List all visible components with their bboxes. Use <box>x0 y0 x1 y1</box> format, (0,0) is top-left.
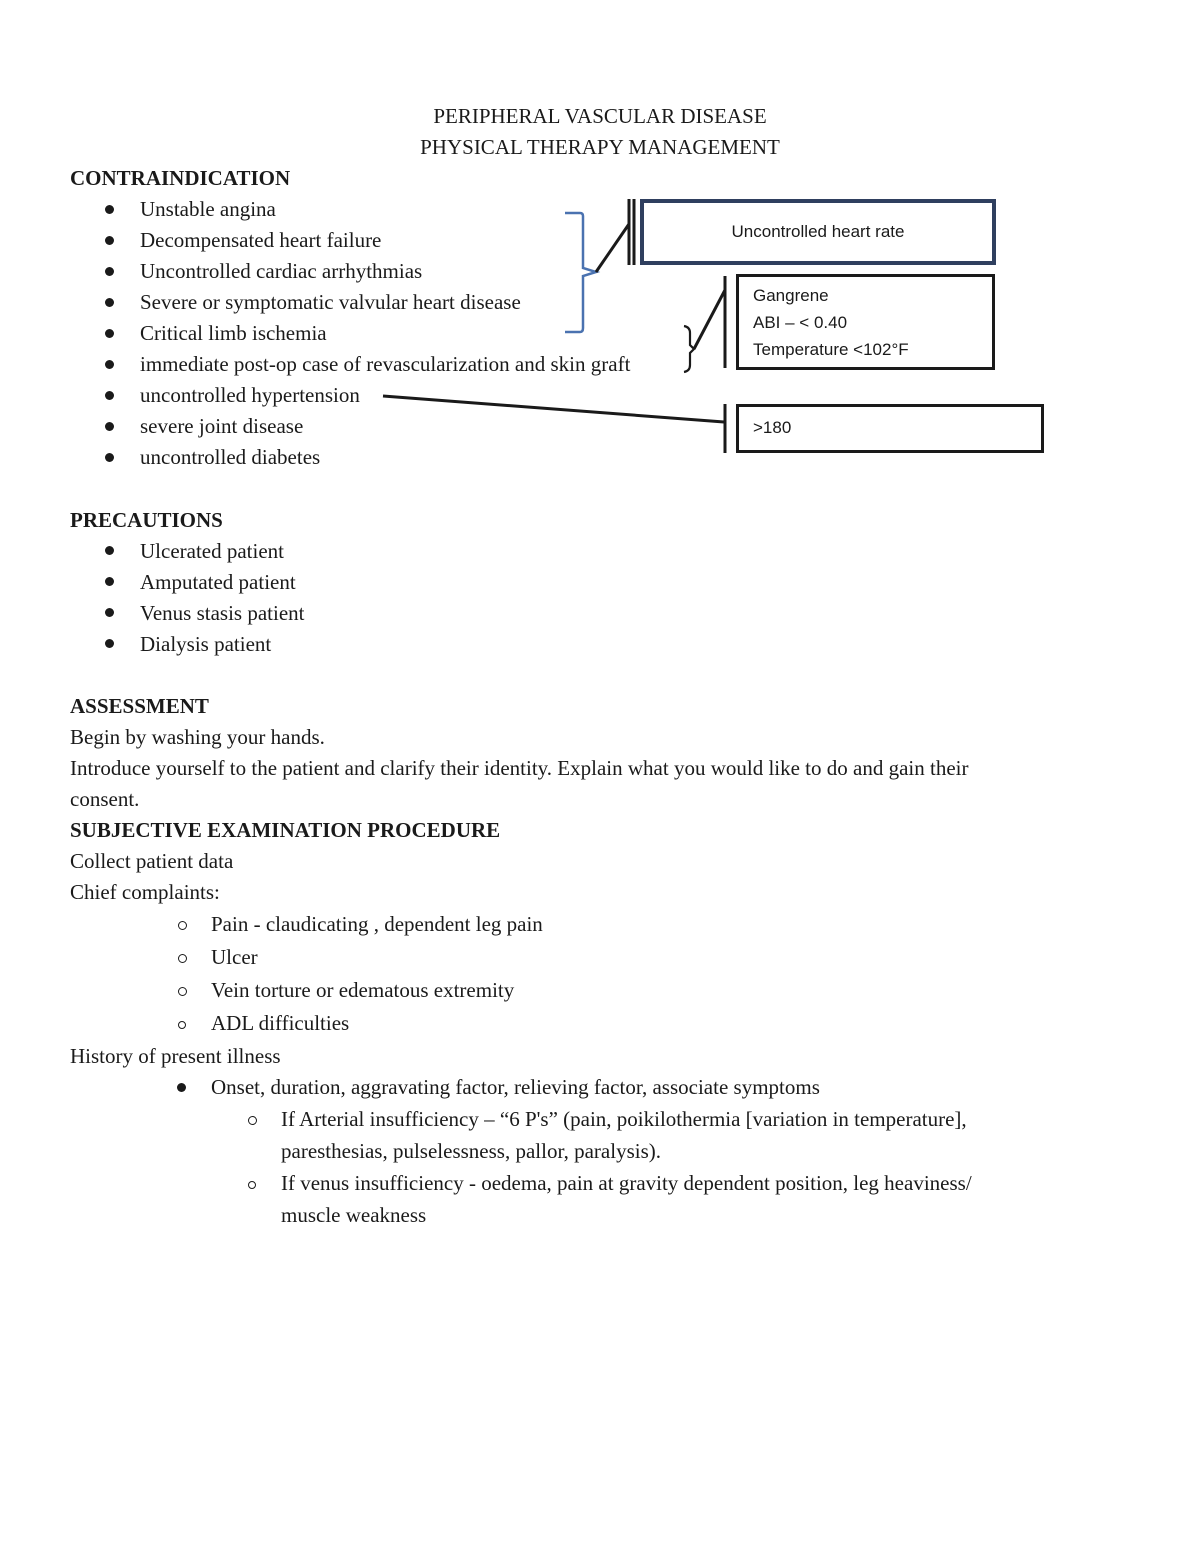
list-item: Ulcer <box>211 945 258 969</box>
bullet <box>177 1083 186 1092</box>
list-item: uncontrolled hypertension <box>140 383 360 407</box>
document-title-line1: PERIPHERAL VASCULAR DISEASE <box>433 104 767 128</box>
list-item: Ulcerated patient <box>140 539 285 563</box>
bullet <box>178 954 187 963</box>
bullet <box>105 577 114 586</box>
bullet <box>105 298 114 307</box>
heart-rate-callout-text: Uncontrolled heart rate <box>731 222 905 241</box>
ischemia-callout-line1: Gangrene <box>753 286 829 305</box>
ischemia-callout-line2: ABI – < 0.40 <box>753 313 848 332</box>
assessment-heading: ASSESSMENT <box>70 694 209 718</box>
list-item: Critical limb ischemia <box>140 321 327 345</box>
bullet <box>105 453 114 462</box>
ischemia-callout-box <box>736 274 995 370</box>
bullet <box>105 236 114 245</box>
connector-line <box>694 290 725 349</box>
assessment-paragraph: Begin by washing your hands. <box>70 725 325 749</box>
assessment-paragraph: consent. <box>70 787 140 811</box>
bullet <box>178 921 187 930</box>
bullet <box>105 391 114 400</box>
bullet <box>105 329 114 338</box>
arterial-insufficiency-text: paresthesias, pulselessness, pallor, paralysis). <box>281 1139 661 1163</box>
chief-complaints-label: Chief complaints: <box>70 880 220 904</box>
ischemia-callout-line3: Temperature <102°F <box>753 340 909 359</box>
bullet <box>178 987 187 996</box>
bracket-shape <box>565 213 596 332</box>
list-item: Uncontrolled cardiac arrhythmias <box>140 259 423 283</box>
list-item: Decompensated heart failure <box>140 228 382 252</box>
bullet <box>105 267 114 276</box>
brace-shape <box>684 326 694 372</box>
bullet <box>105 639 114 648</box>
list-item: Pain - claudicating , dependent leg pain <box>211 912 543 936</box>
connector-line <box>596 224 629 272</box>
bullet <box>248 1116 257 1125</box>
bullet <box>105 546 114 555</box>
list-item: Dialysis patient <box>140 632 272 656</box>
contraindication-heading: CONTRAINDICATION <box>70 166 291 190</box>
assessment-paragraph: Introduce yourself to the patient and clarify their identity. Explain what you would like to do and gain their <box>70 756 969 780</box>
heart-rate-callout-box <box>640 199 996 265</box>
list-item: Severe or symptomatic valvular heart disease <box>140 290 521 314</box>
hypertension-callout-box <box>736 404 1044 453</box>
hpi-item: Onset, duration, aggravating factor, relieving factor, associate symptoms <box>211 1075 820 1099</box>
list-item: Vein torture or edematous extremity <box>211 978 515 1002</box>
hpi-label: History of present illness <box>70 1044 281 1068</box>
connector-line <box>383 396 724 422</box>
bullet <box>248 1181 256 1189</box>
list-item: immediate post-op case of revascularization and skin graft <box>140 352 631 376</box>
document-title-line2: PHYSICAL THERAPY MANAGEMENT <box>420 135 780 159</box>
arterial-insufficiency-text: If Arterial insufficiency – “6 P's” (pain, poikilothermia [variation in temperature], <box>281 1107 967 1131</box>
bullet <box>105 422 114 431</box>
bullet <box>105 608 114 617</box>
bullet <box>105 360 114 369</box>
list-item: Venus stasis patient <box>140 601 305 625</box>
bullet <box>105 205 114 214</box>
list-item: uncontrolled diabetes <box>140 445 321 469</box>
list-item: ADL difficulties <box>211 1011 350 1035</box>
venus-insufficiency-text: muscle weakness <box>281 1203 427 1227</box>
list-item: Unstable angina <box>140 197 276 221</box>
venus-insufficiency-text: If venus insufficiency - oedema, pain at gravity dependent position, leg heaviness/ <box>281 1171 972 1195</box>
precautions-heading: PRECAUTIONS <box>70 508 223 532</box>
subjective-heading: SUBJECTIVE EXAMINATION PROCEDURE <box>70 818 501 842</box>
list-item: severe joint disease <box>140 414 304 438</box>
collect-data-text: Collect patient data <box>70 849 234 873</box>
list-item: Amputated patient <box>140 570 296 594</box>
bullet <box>178 1021 186 1029</box>
hypertension-callout-text: >180 <box>753 418 792 437</box>
